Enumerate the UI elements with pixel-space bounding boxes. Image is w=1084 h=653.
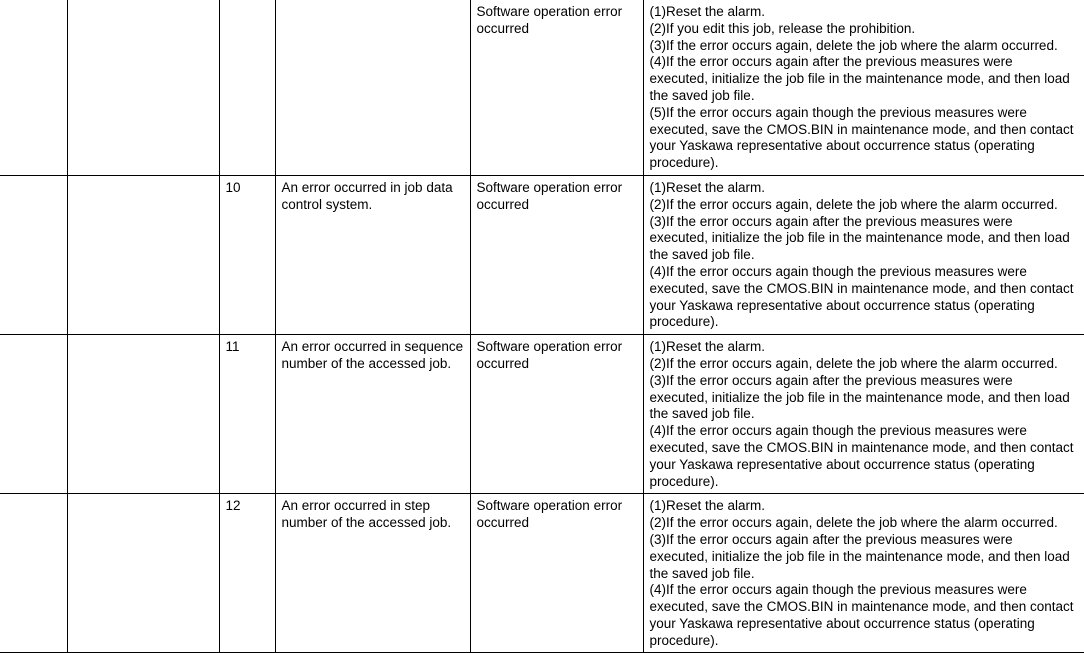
- alarm-number-cell: [0, 0, 67, 175]
- remedy-line: executed, save the CMOS.BIN in maintenance mode, and then contact: [649, 280, 1074, 296]
- meaning-cell: [275, 494, 470, 653]
- meaning-cell: [275, 175, 470, 334]
- remedy-line: the saved job file.: [649, 565, 755, 581]
- alarm-name-cell: [67, 0, 219, 175]
- sub-code-cell: [219, 175, 275, 334]
- alarm-number-cell: [0, 335, 67, 494]
- remedy-line: your Yaskawa representative about occurrence status (operating: [649, 456, 1035, 472]
- remedy-cell: [643, 0, 1084, 175]
- meaning-cell: [275, 335, 470, 494]
- remedy-line: executed, initialize the job file in the maintenance mode, and then load: [649, 71, 1070, 87]
- sub-code-cell: [219, 335, 275, 494]
- remedy-line: executed, initialize the job file in the maintenance mode, and then load: [649, 548, 1070, 564]
- remedy-line: (4)If the error occurs again though the previous measures were: [649, 263, 1027, 279]
- remedy-line: the saved job file.: [649, 87, 755, 103]
- table-row: [0, 335, 1084, 494]
- cause: Software operation error occurred: [476, 498, 623, 531]
- meaning-cell: [275, 0, 470, 175]
- cause: Software operation error occurred: [476, 339, 623, 371]
- meaning: An error occurred in step number of the accessed job.: [281, 498, 452, 531]
- remedy-line: executed, save the CMOS.BIN in maintenance mode, and then contact: [649, 439, 1074, 455]
- remedy-line: (1)Reset the alarm.: [649, 179, 766, 195]
- remedy-line: (1)Reset the alarm.: [649, 4, 766, 19]
- remedy-line: your Yaskawa representative about occurrence status (operating: [649, 297, 1035, 313]
- remedy-line: (4)If the error occurs again though the previous measures were: [649, 582, 1027, 598]
- table-row: [0, 494, 1084, 653]
- cause-cell: [470, 335, 643, 494]
- remedy-cell: [643, 335, 1084, 494]
- alarm-number-cell: [0, 175, 67, 334]
- sub-code: 12: [225, 498, 241, 514]
- remedy-line: your Yaskawa representative about occurrence status (operating: [649, 615, 1035, 631]
- remedy-line: (4)If the error occurs again after the previous measures were: [649, 54, 1013, 70]
- remedy-line: (1)Reset the alarm.: [649, 339, 766, 355]
- remedy-line: (3)If the error occurs again after the previous measures were: [649, 372, 1013, 388]
- remedy-line: (2)If the error occurs again, delete the job where the alarm occurred.: [649, 355, 1058, 371]
- alarm-number-cell: [0, 494, 67, 653]
- table-row: [0, 175, 1084, 334]
- sub-code-cell: [219, 494, 275, 653]
- remedy-line: the saved job file.: [649, 247, 755, 263]
- remedy-line: procedure).: [649, 632, 719, 648]
- alarm-name-cell: [67, 494, 219, 653]
- cause: Software operation error occurred: [476, 179, 623, 212]
- remedy-line: executed, save the CMOS.BIN in maintenance mode, and then contact: [649, 599, 1074, 615]
- remedy-line: your Yaskawa representative about occurrence status (operating: [649, 138, 1035, 154]
- remedy-line: (3)If the error occurs again after the previous measures were: [649, 213, 1013, 229]
- remedy-line: procedure).: [649, 473, 719, 489]
- remedy-line: (2)If you edit this job, release the prohibition.: [649, 20, 916, 36]
- remedy-cell: [643, 494, 1084, 653]
- table-row: [0, 0, 1084, 175]
- alarm-name-cell: [67, 175, 219, 334]
- remedy-line: (3)If the error occurs again, delete the job where the alarm occurred.: [649, 37, 1058, 53]
- meaning: An error occurred in sequence number of the accessed job.: [281, 339, 464, 371]
- remedy-line: the saved job file.: [649, 406, 755, 422]
- sub-code-cell: [219, 0, 275, 175]
- remedy-line: (2)If the error occurs again, delete the job where the alarm occurred.: [649, 515, 1058, 531]
- remedy-cell: [643, 175, 1084, 334]
- sub-code: 10: [225, 179, 241, 195]
- meaning: An error occurred in job data control system.: [281, 179, 453, 212]
- remedy-line: executed, initialize the job file in the maintenance mode, and then load: [649, 230, 1070, 246]
- remedy-line: executed, save the CMOS.BIN in maintenance mode, and then contact: [649, 121, 1074, 137]
- remedy-line: executed, initialize the job file in the maintenance mode, and then load: [649, 389, 1070, 405]
- remedy-line: procedure).: [649, 314, 719, 330]
- remedy-line: (5)If the error occurs again though the previous measures were: [649, 104, 1027, 120]
- cause: Software operation error occurred: [476, 4, 623, 36]
- cause-cell: [470, 494, 643, 653]
- alarm-name-cell: [67, 335, 219, 494]
- sub-code: 11: [225, 339, 240, 355]
- remedy-line: (3)If the error occurs again after the previous measures were: [649, 531, 1013, 547]
- cause-cell: [470, 0, 643, 175]
- cause-cell: [470, 175, 643, 334]
- remedy-line: procedure).: [649, 155, 719, 171]
- remedy-line: (2)If the error occurs again, delete the job where the alarm occurred.: [649, 196, 1058, 212]
- remedy-line: (1)Reset the alarm.: [649, 498, 766, 514]
- remedy-line: (4)If the error occurs again though the previous measures were: [649, 423, 1027, 439]
